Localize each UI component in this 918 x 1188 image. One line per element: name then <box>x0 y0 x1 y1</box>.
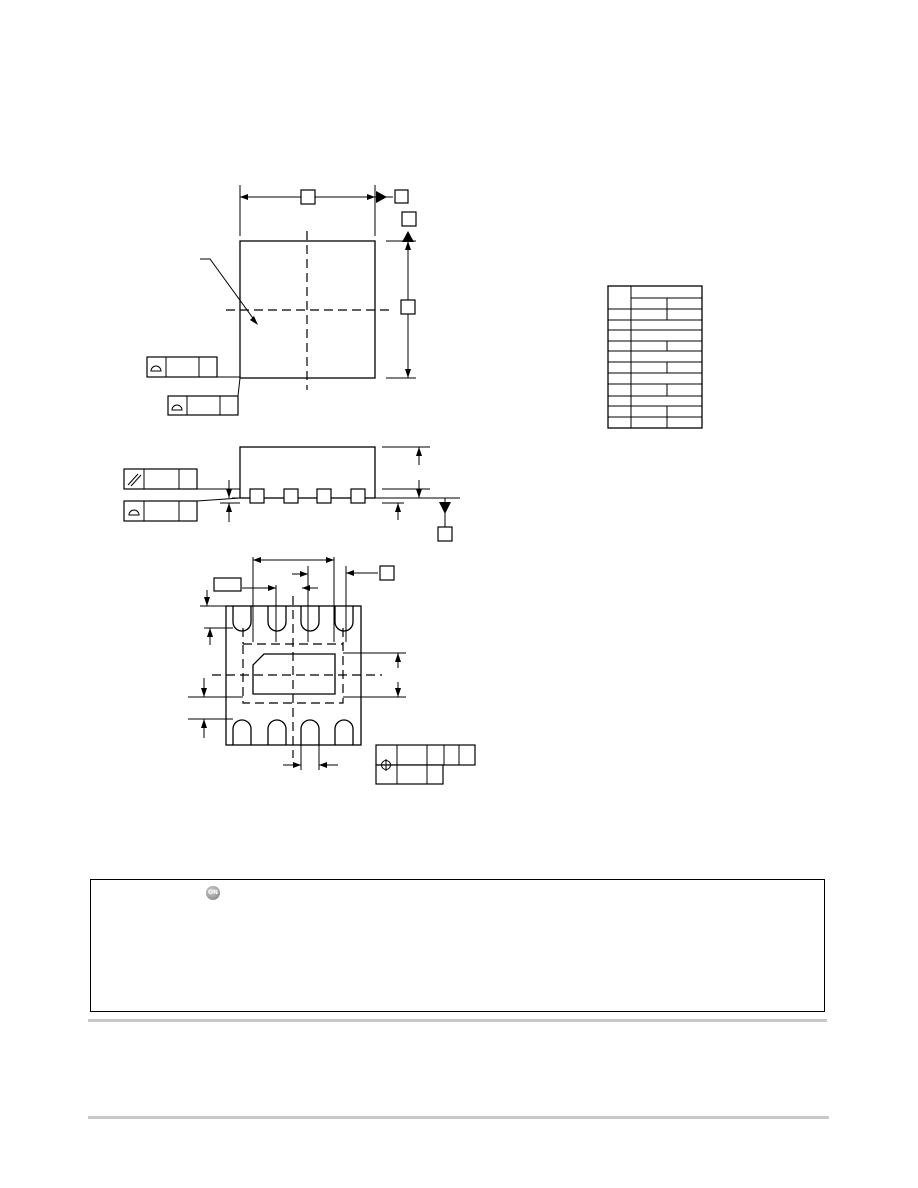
lead-box <box>250 489 264 503</box>
dimension-box <box>214 578 241 591</box>
profile-tolerance-frame <box>147 357 217 377</box>
dimension-box <box>301 190 315 204</box>
position-tolerance-frame <box>376 745 475 765</box>
datum-box <box>402 212 416 226</box>
logo-text: ON <box>207 889 219 896</box>
bottom-view <box>188 557 475 784</box>
parallelism-tolerance-frame <box>124 469 197 489</box>
side-view <box>124 447 460 541</box>
profile-tolerance-frame <box>124 501 197 521</box>
lead-box <box>351 489 365 503</box>
lead-box <box>284 489 298 503</box>
datum-box <box>438 527 452 541</box>
on-semiconductor-logo-icon <box>206 886 220 900</box>
datum-box <box>380 566 394 580</box>
notice-box <box>90 879 825 1012</box>
datum-box <box>395 190 408 203</box>
lead-box <box>317 489 331 503</box>
top-view <box>147 185 416 415</box>
footer-rule <box>88 1116 829 1119</box>
dimension-box <box>401 300 415 314</box>
dimension-table <box>608 286 702 428</box>
divider-rule <box>88 1019 827 1022</box>
